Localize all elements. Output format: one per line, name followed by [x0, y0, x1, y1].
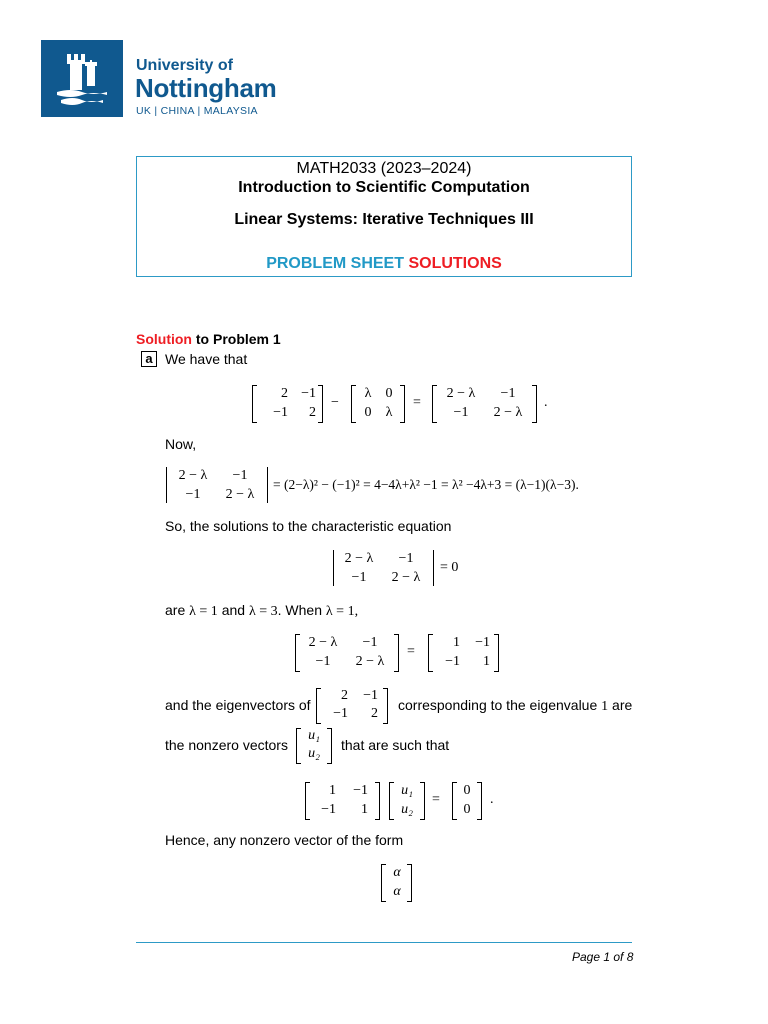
matrix-entry: λ: [364, 386, 372, 401]
course-year: (2023–2024): [380, 160, 472, 177]
matrix-entry: 1: [361, 802, 368, 817]
matrix-entry: 2 − λ: [308, 635, 338, 650]
inline-matrix-A: [0, 686, 768, 726]
footer-rule: [136, 942, 632, 943]
now-text: Now,: [165, 436, 197, 452]
title-box: [136, 156, 632, 277]
minus-sign: −: [331, 395, 339, 410]
matrix-entry: 2 − λ: [493, 405, 523, 420]
matrix-entry: 2 − λ: [225, 487, 255, 502]
matrix-entry: 0: [364, 405, 372, 420]
equation-1: [0, 383, 768, 423]
matrix-entry: 2 − λ: [355, 654, 385, 669]
equation-3: [0, 548, 768, 588]
equals-sign: =: [432, 792, 440, 807]
eigvec-text-c: are: [612, 697, 633, 713]
matrix-entry: 2: [281, 386, 288, 401]
matrix-entry: 0: [385, 386, 393, 401]
eigenvalue-value: 1: [601, 699, 609, 714]
matrix-entry: −1: [273, 405, 288, 420]
matrix-entry: −1: [351, 570, 367, 585]
solution-word: Solution: [136, 331, 192, 347]
course-title: Introduction to Scientific Computation: [238, 179, 530, 196]
matrix-entry: 2: [371, 706, 378, 721]
matrix-entry: −1: [315, 654, 331, 669]
vector-entry: α: [393, 884, 401, 899]
nonzero-text-b: that are such that: [341, 737, 450, 753]
nonzero-text-a: the nonzero vectors: [165, 737, 288, 753]
equals-sign: =: [413, 395, 421, 410]
matrix-entry: −1: [500, 386, 516, 401]
period: .: [490, 792, 494, 807]
matrix-entry: −1: [321, 802, 336, 817]
text-when: . When: [277, 602, 322, 618]
matrix-entry: 2 − λ: [391, 570, 421, 585]
matrix-entry: −1: [353, 783, 368, 798]
vector-entry: u₁: [308, 728, 320, 743]
page-number: Page 1 of 8: [572, 950, 634, 964]
text-are: are: [165, 602, 186, 618]
matrix-entry: −1: [445, 654, 460, 669]
matrix-entry: 2: [341, 688, 348, 703]
matrix-entry: −1: [362, 635, 378, 650]
vector-entry: u₂: [308, 746, 320, 761]
lambda-eq-3: λ = 3: [248, 604, 278, 619]
logo-line-3: UK | CHINA | MALAYSIA: [136, 105, 258, 117]
eigvec-text-a: and the eigenvectors of: [165, 697, 311, 713]
equals-zero: = 0: [440, 560, 459, 575]
equation-4: [0, 632, 768, 672]
logo-line-2: Nottingham: [135, 73, 277, 103]
period: .: [544, 395, 548, 410]
eigenvalues-line: [165, 602, 358, 620]
matrix-entry: −1: [475, 635, 490, 650]
lambda-eq-1-comma: λ = 1,: [325, 604, 359, 619]
matrix-entry: 1: [329, 783, 336, 798]
matrix-entry: 2: [309, 405, 316, 420]
matrix-entry: −1: [333, 706, 348, 721]
matrix-entry: −1: [398, 551, 414, 566]
solutions-label: SOLUTIONS: [408, 255, 502, 272]
eigvec-text-b: corresponding to the eigenvalue: [398, 697, 598, 713]
vector-entry: 0: [463, 783, 471, 798]
course-code-line: [137, 160, 631, 178]
determinant-expansion: = (2−λ)² − (−1)² = 4−4λ+λ² −1 = λ² −4λ+3 = (λ−1)(λ−3).: [273, 477, 579, 492]
eigvec-text-b-line: [398, 697, 632, 715]
equals-sign: =: [407, 644, 415, 659]
matrix-entry: 2 − λ: [178, 468, 208, 483]
matrix-entry: −1: [301, 386, 316, 401]
matrix-entry: λ: [385, 405, 393, 420]
so-solutions-text: So, the solutions to the characteristic equation: [165, 518, 452, 534]
matrix-entry: −1: [453, 405, 469, 420]
sheet-label: PROBLEM SHEET: [266, 255, 404, 272]
hence-text: Hence, any nonzero vector of the form: [165, 832, 404, 848]
we-have-that: We have that: [165, 351, 248, 367]
text-and: and: [221, 602, 246, 618]
equation-6: [0, 862, 768, 902]
castle-icon: [41, 40, 123, 117]
matrix-entry: −1: [185, 487, 201, 502]
lambda-eq-1: λ = 1: [189, 604, 218, 619]
equation-5: [0, 780, 768, 820]
matrix-entry: 2 − λ: [344, 551, 374, 566]
solution-problem: to Problem 1: [195, 331, 281, 347]
course-code: MATH2033: [296, 160, 377, 177]
matrix-entry: 1: [453, 635, 460, 650]
logo-line-1: University of: [136, 57, 233, 74]
vector-entry: α: [393, 865, 401, 880]
matrix-entry: −1: [363, 688, 378, 703]
vector-entry: 0: [463, 802, 471, 817]
equation-2: [0, 465, 768, 505]
university-logo-crest: [41, 40, 123, 117]
matrix-entry: −1: [232, 468, 248, 483]
topic-title: Linear Systems: Iterative Techniques III: [234, 211, 534, 228]
vector-entry: u₂: [401, 802, 413, 817]
vector-entry: u₁: [401, 783, 413, 798]
part-label-box: a: [141, 351, 157, 367]
matrix-entry: 2 − λ: [446, 386, 476, 401]
solution-heading: [136, 331, 281, 347]
matrix-entry: 1: [483, 654, 490, 669]
sheet-title: [137, 255, 631, 273]
